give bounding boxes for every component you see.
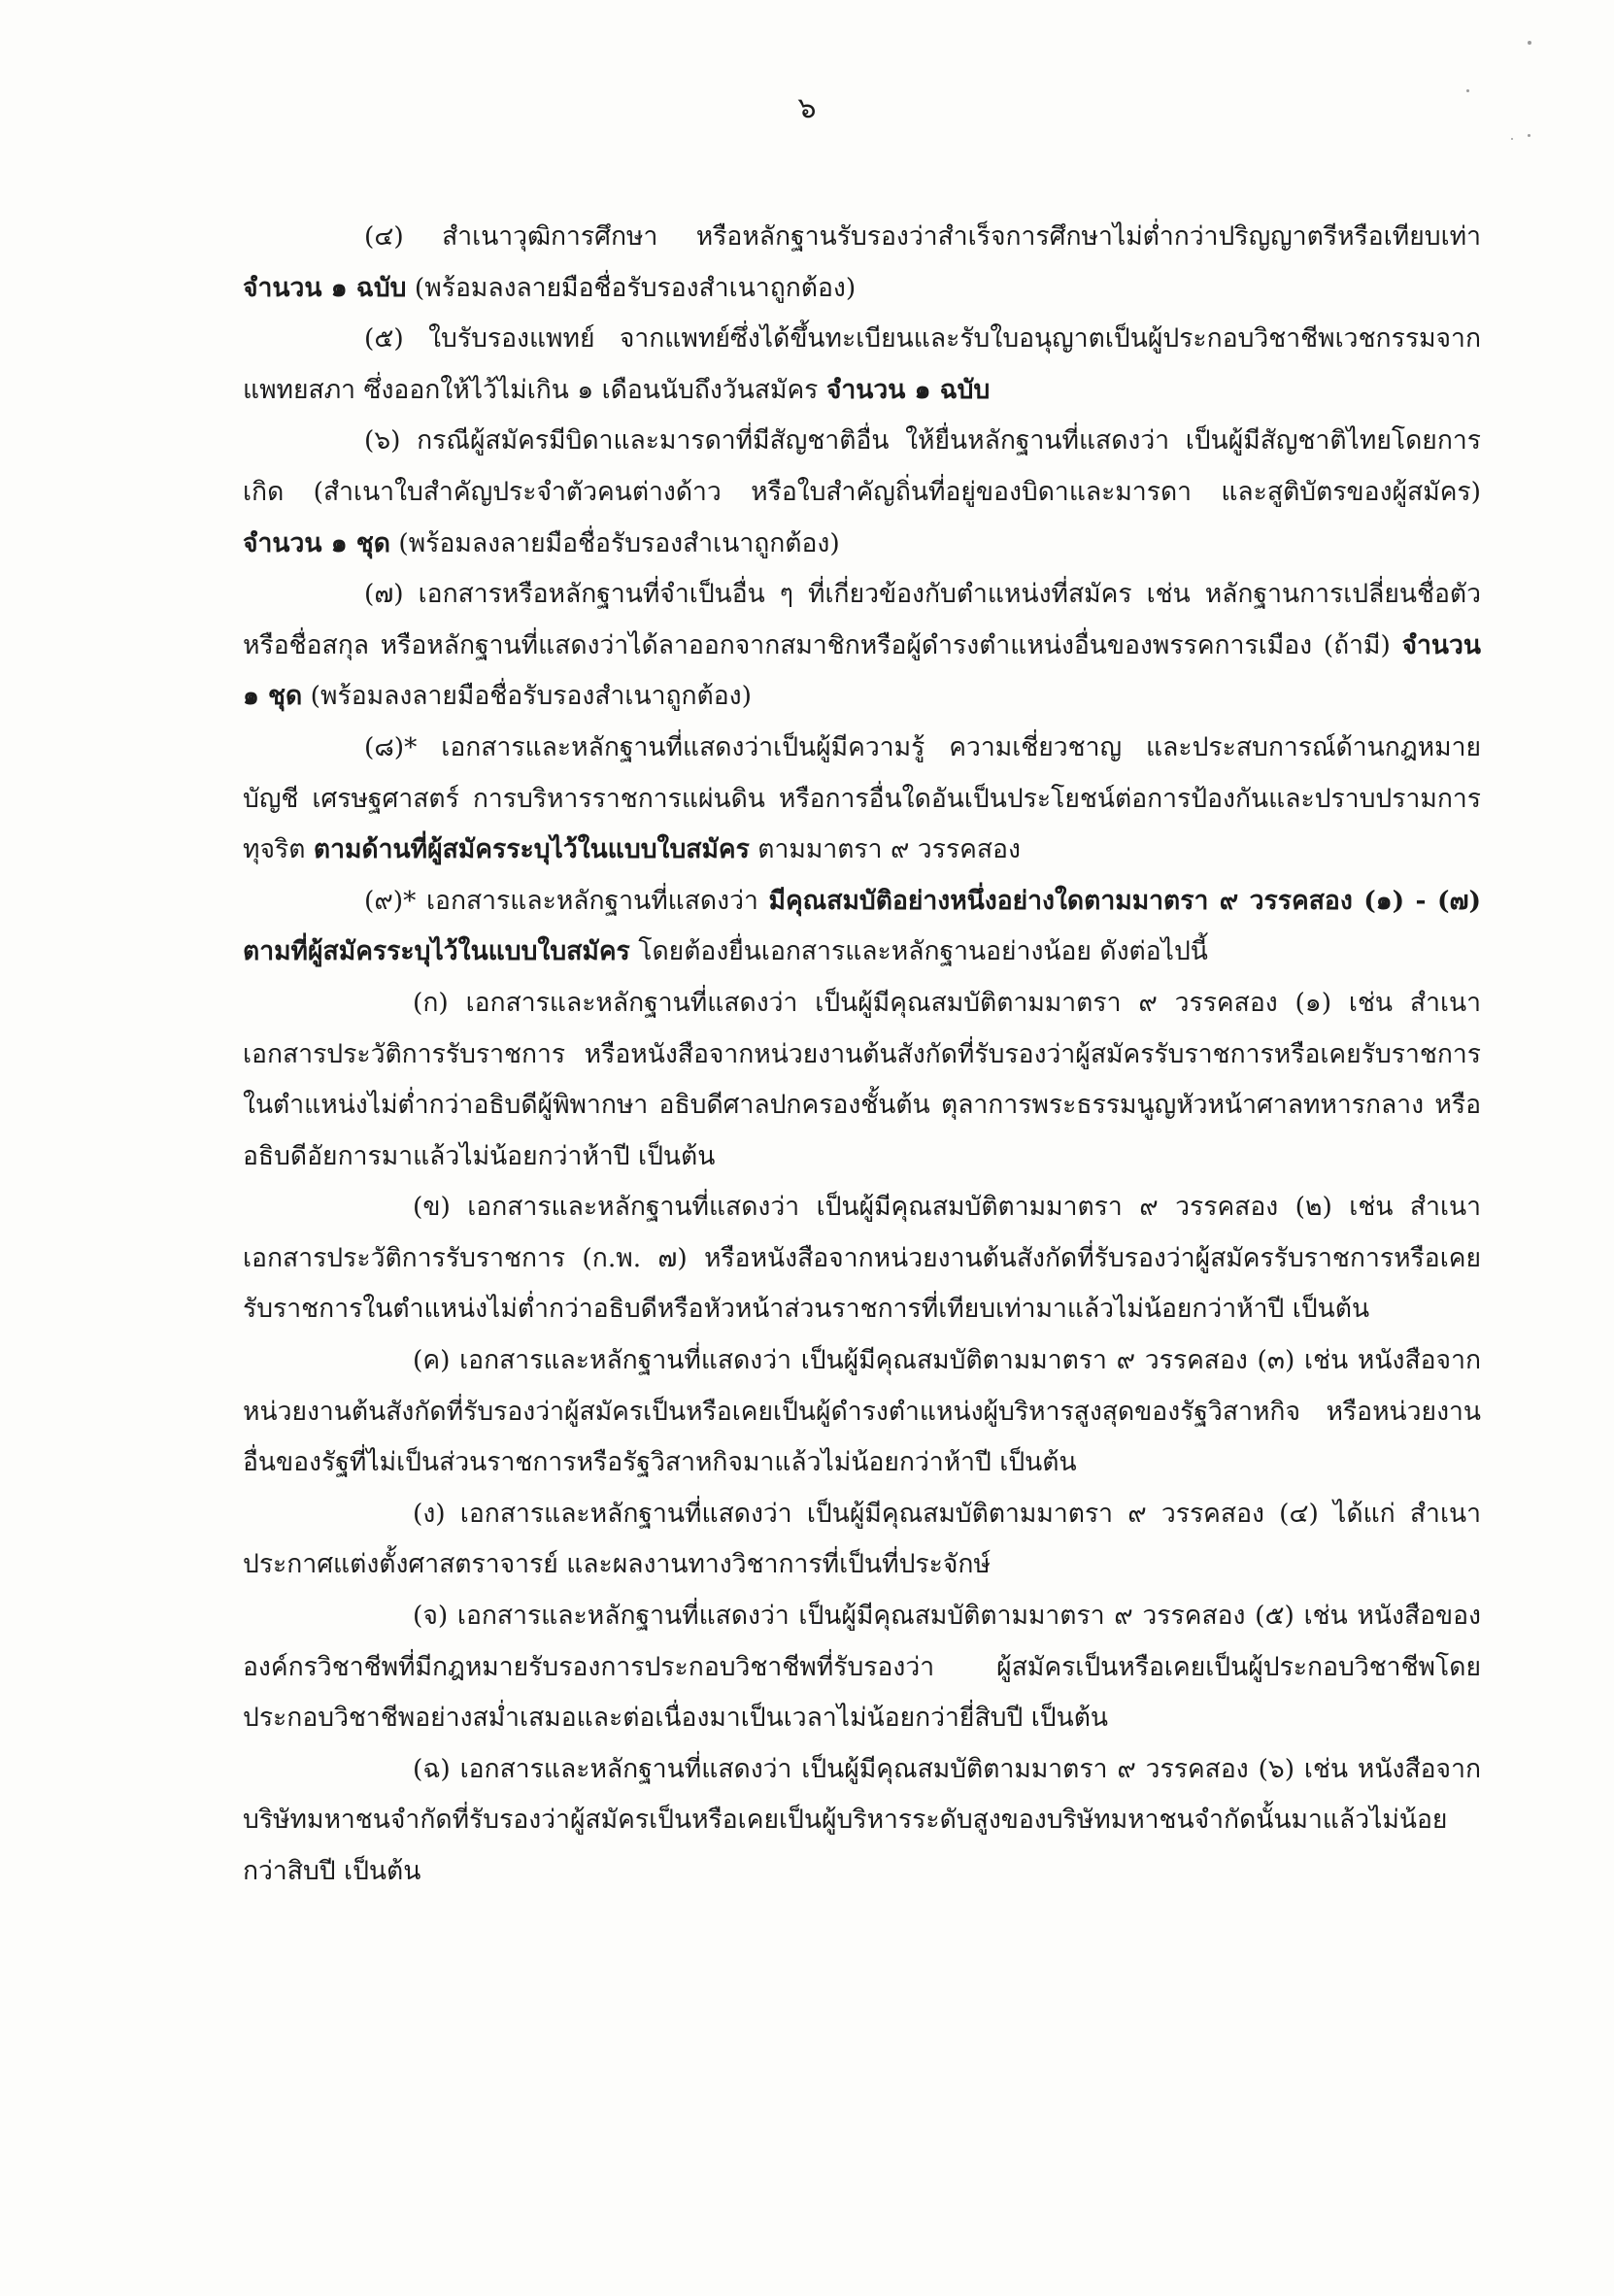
text-segment: (๙)* เอกสารและหลักฐานที่แสดงว่า	[364, 885, 769, 916]
paragraph-item-9-cho	[243, 1591, 1481, 1744]
text-segment: (พร้อมลงลายมือชื่อรับรองสำเนาถูกต้อง)	[302, 681, 752, 712]
bold-text-segment: ตามด้านที่ผู้สมัครระบุไว้ในแบบใบสมัคร	[313, 834, 750, 865]
text-segment: (๔) สำเนาวุฒิการศึกษา หรือหลักฐานรับรองว่าสำเร็จการศึกษาไม่ต่ำกว่าปริญญาตรีหรือเทียบเท่า	[364, 221, 1481, 252]
text-segment: (๕) ใบรับรองแพทย์ จากแพทย์ซึ่งได้ขึ้นทะเบียนและรับใบอนุญาตเป็นผู้ประกอบวิชาชีพเวชกรรมจากแพทยสภา ซึ่งออกให้ไว้ไม่เกิน ๑ เดือนนับถึงวันสมัคร	[243, 323, 1481, 405]
paragraph-item-4	[243, 212, 1481, 314]
document-body	[243, 212, 1481, 1898]
text-segment: (๖) กรณีผู้สมัครมีบิดาและมารดาที่มีสัญชาติอื่น ให้ยื่นหลักฐานที่แสดงว่า เป็นผู้มีสัญชาติไทยโดยการเกิด (สำเนาใบสำคัญประจำตัวคนต่างด้าว หรือใบสำคัญถิ่นที่อยู่ของบิดาและมารดา และสูติบัตรของผู้สมัคร)	[243, 425, 1481, 507]
text-segment: (พร้อมลงลายมือชื่อรับรองสำเนาถูกต้อง)	[390, 527, 840, 558]
bold-text-segment: จำนวน ๑ ฉบับ	[825, 374, 991, 405]
scan-speck	[1528, 134, 1530, 137]
page-number: ๖	[797, 91, 817, 125]
text-segment: (ฉ) เอกสารและหลักฐานที่แสดงว่า เป็นผู้มีคุณสมบัติตามมาตรา ๙ วรรคสอง (๖) เช่น หนังสือจากบริษัทมหาชนจำกัดที่รับรองว่าผู้สมัครเป็นหรือเคยเป็นผู้บริหารระดับสูงของบริษัทมหาชนจำกัดนั้นมาแล้วไม่น้อยกว่าสิบปี เป็นต้น	[243, 1753, 1481, 1886]
paragraph-item-9-kho	[243, 1182, 1481, 1335]
text-segment: (จ) เอกสารและหลักฐานที่แสดงว่า เป็นผู้มีคุณสมบัติตามมาตรา ๙ วรรคสอง (๕) เช่น หนังสือขององค์กรวิชาชีพที่มีกฎหมายรับรองการประกอบวิชาชีพที่รับรองว่า ผู้สมัครเป็นหรือเคยเป็นผู้ประกอบวิชาชีพโดยประกอบวิชาชีพอย่างสม่ำเสมอและต่อเนื่องมาเป็นเวลาไม่น้อยกว่ายี่สิบปี เป็นต้น	[243, 1601, 1481, 1734]
bold-text-segment: จำนวน ๑ ชุด	[243, 629, 1481, 712]
paragraph-item-5	[243, 314, 1481, 416]
text-segment: (ค) เอกสารและหลักฐานที่แสดงว่า เป็นผู้มีคุณสมบัติตามมาตรา ๙ วรรคสอง (๓) เช่น หนังสือจากหน่วยงานต้นสังกัดที่รับรองว่าผู้สมัครเป็นหรือเคยเป็นผู้ดำรงตำแหน่งผู้บริหารสูงสุดของรัฐวิสาหกิจ หรือหน่วยงานอื่นของรัฐที่ไม่เป็นส่วนราชการหรือรัฐวิสาหกิจมาแล้วไม่น้อยกว่าห้าปี เป็นต้น	[243, 1345, 1481, 1478]
scan-speck	[1528, 41, 1531, 45]
paragraph-item-9-kho-khwai	[243, 1335, 1481, 1489]
text-segment: (ง) เอกสารและหลักฐานที่แสดงว่า เป็นผู้มีคุณสมบัติตามมาตรา ๙ วรรคสอง (๔) ได้แก่ สำเนาประกาศแต่งตั้งศาสตราจารย์ และผลงานทางวิชาการที่เป็นที่ประจักษ์	[243, 1498, 1481, 1580]
paragraph-item-9-chho	[243, 1744, 1481, 1898]
paragraph-item-8	[243, 723, 1481, 876]
bold-text-segment: มีคุณสมบัติอย่างหนึ่งอย่างใดตามมาตรา ๙ วรรคสอง (๑) - (๗) ตามที่ผู้สมัครระบุไว้ในแบบใบสมัคร	[243, 885, 1481, 967]
text-segment: (ข) เอกสารและหลักฐานที่แสดงว่า เป็นผู้มีคุณสมบัติตามมาตรา ๙ วรรคสอง (๒) เช่น สำเนาเอกสารประวัติการรับราชการ (ก.พ. ๗) หรือหนังสือจากหน่วยงานต้นสังกัดที่รับรองว่าผู้สมัครรับราชการหรือเคยรับราชการในตำแหน่งไม่ต่ำกว่าอธิบดีหรือหัวหน้าส่วนราชการที่เทียบเท่ามาแล้วไม่น้อยกว่าห้าปี เป็นต้น	[243, 1192, 1481, 1325]
text-segment: ตามมาตรา ๙ วรรคสอง	[749, 834, 1021, 865]
bold-text-segment: จำนวน ๑ ฉบับ	[243, 272, 407, 303]
text-segment: โดยต้องยื่นเอกสารและหลักฐานอย่างน้อย ดังต่อไปนี้	[629, 936, 1208, 967]
paragraph-item-9-ngo	[243, 1489, 1481, 1591]
paragraph-item-9	[243, 876, 1481, 978]
paragraph-item-9-ka	[243, 978, 1481, 1182]
text-segment: (พร้อมลงลายมือชื่อรับรองสำเนาถูกต้อง)	[406, 272, 857, 303]
bold-text-segment: จำนวน ๑ ชุด	[243, 527, 390, 558]
text-segment: (๘)* เอกสารและหลักฐานที่แสดงว่าเป็นผู้มีความรู้ ความเชี่ยวชาญ และประสบการณ์ด้านกฎหมาย บัญชี เศรษฐศาสตร์ การบริหารราชการแผ่นดิน หรือการอื่นใดอันเป็นประโยชน์ต่อการป้องกันและปราบปรามการทุจริต	[243, 731, 1481, 865]
text-segment: (ก) เอกสารและหลักฐานที่แสดงว่า เป็นผู้มีคุณสมบัติตามมาตรา ๙ วรรคสอง (๑) เช่น สำเนาเอกสารประวัติการรับราชการ หรือหนังสือจากหน่วยงานต้นสังกัดที่รับรองว่าผู้สมัครรับราชการหรือเคยรับราชการในตำแหน่งไม่ต่ำกว่าอธิบดีผู้พิพากษา อธิบดีศาลปกครองชั้นต้น ตุลาการพระธรรมนูญหัวหน้าศาลทหารกลาง หรืออธิบดีอัยการมาแล้วไม่น้อยกว่าห้าปี เป็นต้น	[243, 987, 1481, 1171]
text-segment: (๗) เอกสารหรือหลักฐานที่จำเป็นอื่น ๆ ที่เกี่ยวข้องกับตำแหน่งที่สมัคร เช่น หลักฐานการเปลี่ยนชื่อตัวหรือชื่อสกุล หรือหลักฐานที่แสดงว่าได้ลาออกจากสมาชิกหรือผู้ดำรงตำแหน่งอื่นของพรรคการเมือง (ถ้ามี)	[243, 579, 1481, 660]
scan-speck	[1511, 138, 1513, 140]
paragraph-item-6	[243, 416, 1481, 569]
paragraph-item-7	[243, 569, 1481, 723]
